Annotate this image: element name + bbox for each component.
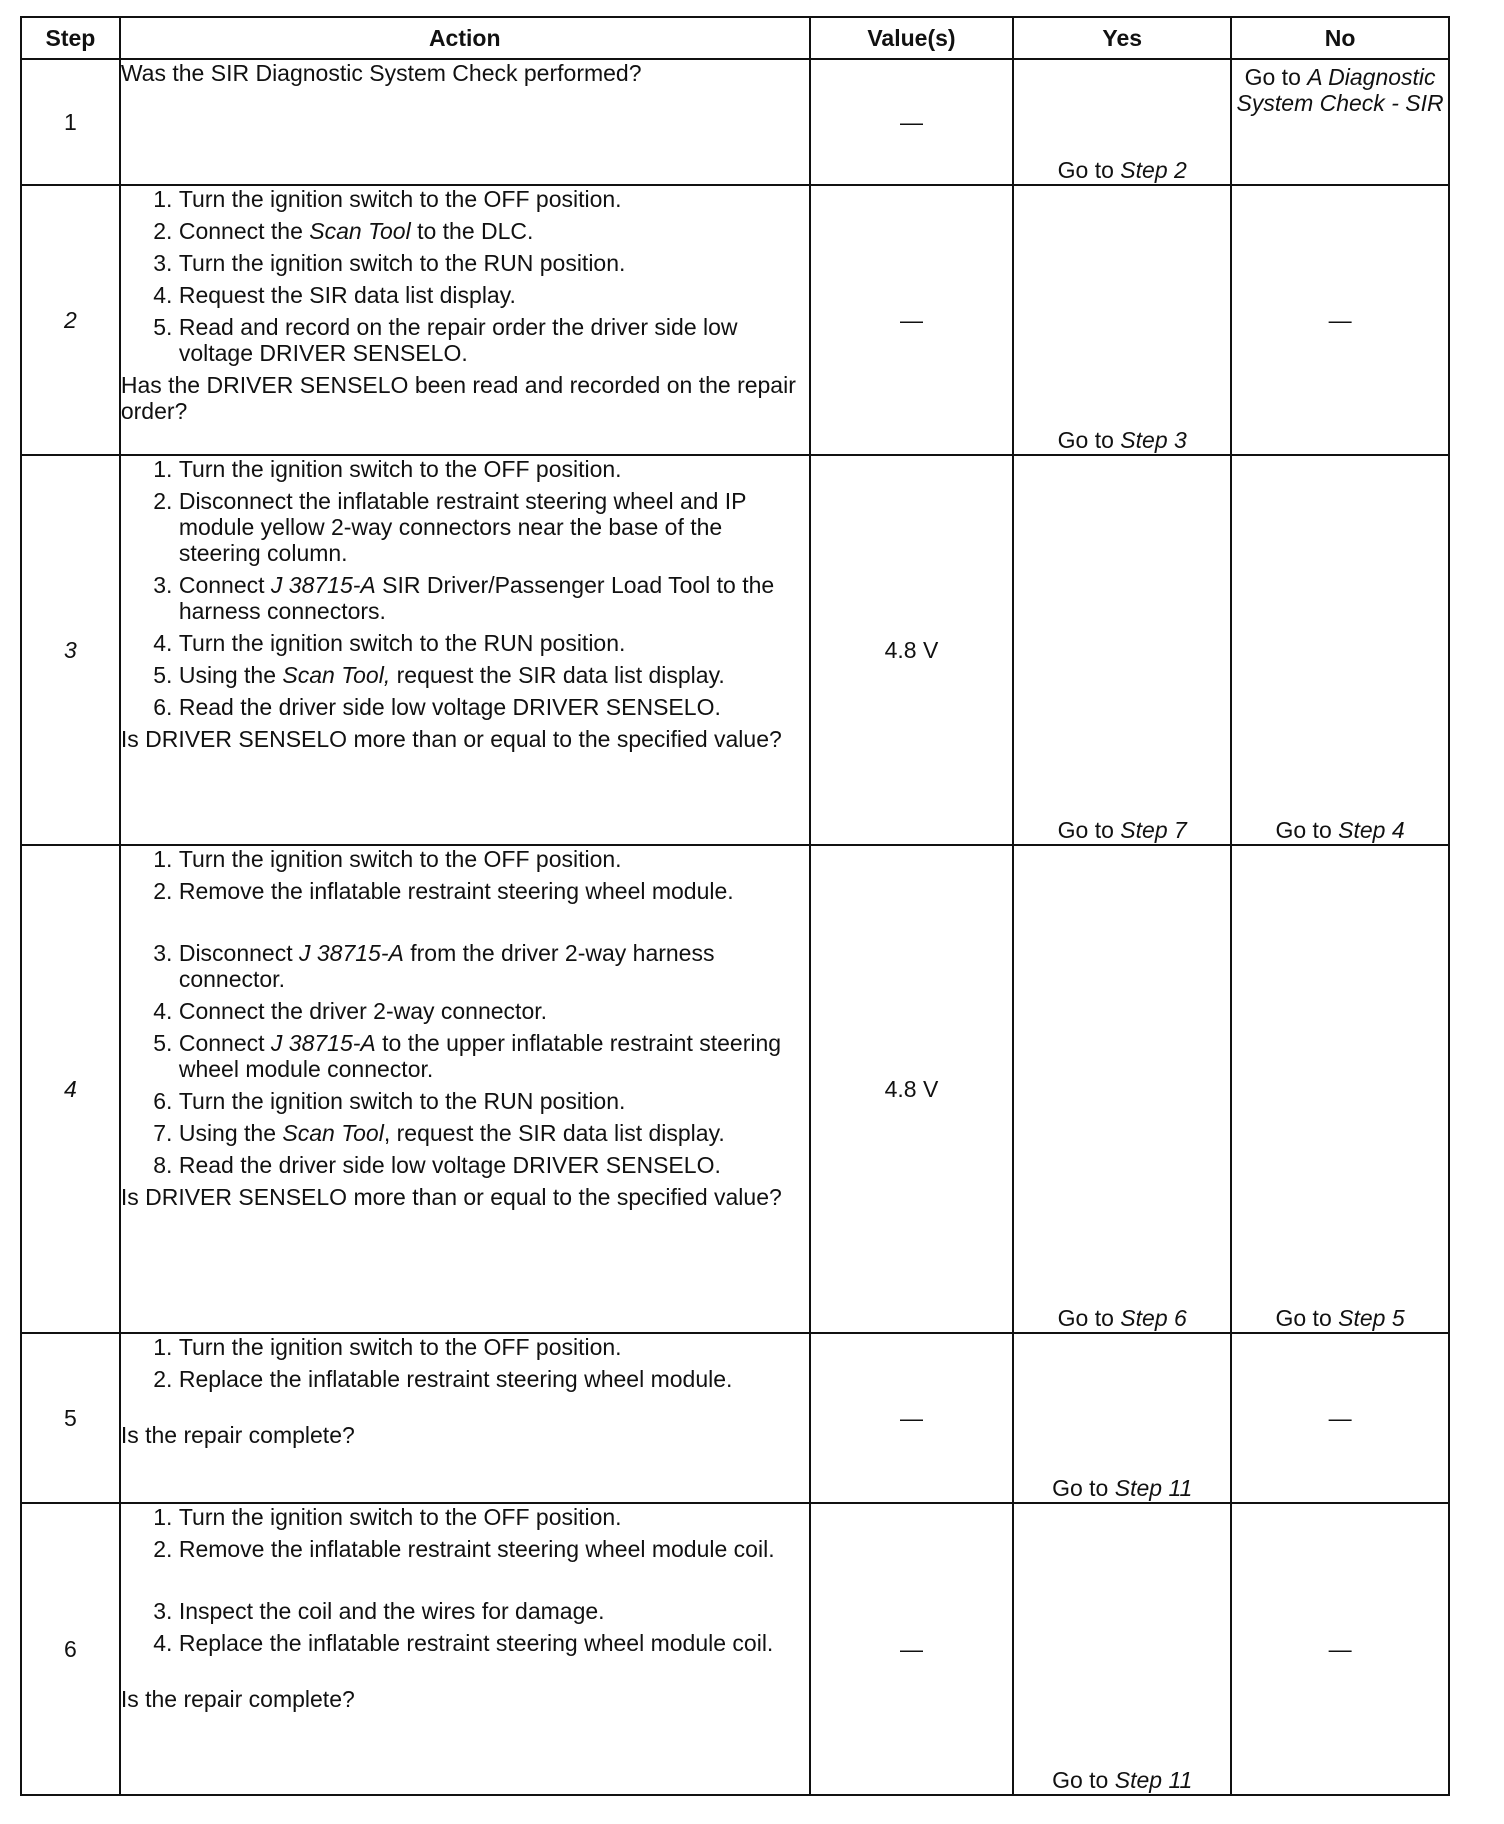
action-item: 2. Replace the inflatable restraint steering wheel module. — [179, 1366, 809, 1392]
action-item: 4. Request the SIR data list display. — [179, 282, 809, 308]
go-to-label: Go to — [1275, 1305, 1332, 1331]
yes-step-link[interactable]: Step 11 — [1114, 1767, 1193, 1793]
action-list — [121, 846, 809, 1178]
table-row — [21, 845, 1449, 1333]
action-item: 5. Using the Scan Tool, request the SIR data list display. — [179, 662, 809, 688]
action-item: 3. Turn the ignition switch to the RUN position. — [179, 250, 809, 276]
table-row — [21, 185, 1449, 455]
no-cell — [1231, 455, 1449, 845]
no-step-link[interactable]: A Diagnostic System Check - SIR — [1236, 64, 1444, 116]
action-item: 6. Read the driver side low voltage DRIVER SENSELO. — [179, 694, 809, 720]
no-cell — [1231, 59, 1449, 185]
spacer — [179, 910, 809, 934]
go-to-label: Go to — [1244, 64, 1301, 90]
action-item: 3. Inspect the coil and the wires for damage. — [179, 1598, 809, 1624]
action-list — [121, 186, 809, 366]
no-cell: — — [1231, 185, 1449, 455]
action-list — [121, 456, 809, 720]
header-no: No — [1231, 17, 1449, 59]
action-question: Is the repair complete? — [120, 1422, 355, 1448]
action-item: 4. Turn the ignition switch to the RUN position. — [179, 630, 809, 656]
value-cell: — — [810, 1503, 1014, 1795]
header-step: Step — [21, 17, 120, 59]
action-item: 7. Using the Scan Tool, request the SIR data list display. — [179, 1120, 809, 1146]
table-row — [21, 1333, 1449, 1503]
yes-cell — [1013, 845, 1231, 1333]
go-to-label: Go to — [1057, 817, 1114, 843]
no-step-link[interactable]: Step 5 — [1338, 1305, 1405, 1331]
no-cell — [1231, 845, 1449, 1333]
action-item: 1. Turn the ignition switch to the OFF position. — [179, 186, 809, 212]
yes-cell — [1013, 455, 1231, 845]
step-number: 1 — [21, 59, 120, 185]
action-question: Has the DRIVER SENSELO been read and recorded on the repair order? — [120, 372, 796, 424]
header-row — [21, 17, 1449, 59]
step-number: 2 — [21, 185, 120, 455]
action-item: 1. Turn the ignition switch to the OFF position. — [179, 1504, 809, 1530]
step-number: 6 — [21, 1503, 120, 1795]
go-to-label: Go to — [1052, 1767, 1109, 1793]
value-cell: — — [810, 59, 1014, 185]
yes-step-link[interactable]: Step 7 — [1120, 817, 1187, 843]
diagnostic-table — [20, 16, 1450, 1796]
action-item: 1. Turn the ignition switch to the OFF position. — [179, 456, 809, 482]
step-number: 3 — [21, 455, 120, 845]
yes-cell — [1013, 1333, 1231, 1503]
go-to-label: Go to — [1275, 817, 1332, 843]
action-item: 3. Connect J 38715-A SIR Driver/Passenger Load Tool to the harness connectors. — [179, 572, 809, 624]
action-cell — [120, 455, 810, 845]
action-item: 2. Remove the inflatable restraint steering wheel module coil. — [179, 1536, 809, 1562]
spacer — [121, 1662, 809, 1686]
action-question: Is DRIVER SENSELO more than or equal to the specified value? — [120, 1184, 782, 1210]
no-cell: — — [1231, 1333, 1449, 1503]
action-item: 3. Disconnect J 38715-A from the driver 2-way harness connector. — [179, 940, 809, 992]
action-cell — [120, 845, 810, 1333]
spacer — [179, 1568, 809, 1592]
go-to-label: Go to — [1057, 1305, 1114, 1331]
yes-cell — [1013, 185, 1231, 455]
yes-cell — [1013, 1503, 1231, 1795]
action-question: Is DRIVER SENSELO more than or equal to the specified value? — [120, 726, 782, 752]
value-cell: — — [810, 185, 1014, 455]
yes-step-link[interactable]: Step 2 — [1120, 157, 1187, 183]
action-item: 6. Turn the ignition switch to the RUN position. — [179, 1088, 809, 1114]
action-item: 2. Remove the inflatable restraint steering wheel module. — [179, 878, 809, 904]
action-item: 2. Connect the Scan Tool to the DLC. — [179, 218, 809, 244]
action-question: Is the repair complete? — [120, 1686, 355, 1712]
header-values: Value(s) — [810, 17, 1014, 59]
action-list — [121, 1504, 809, 1656]
header-action: Action — [120, 17, 810, 59]
action-item: 2. Disconnect the inflatable restraint steering wheel and IP module yellow 2-way connectors near the base of the steering column. — [179, 488, 809, 566]
action-item: 5. Read and record on the repair order the driver side low voltage DRIVER SENSELO. — [179, 314, 809, 366]
step-number: 4 — [21, 845, 120, 1333]
value-cell: 4.8 V — [810, 455, 1014, 845]
action-cell — [120, 1333, 810, 1503]
yes-step-link[interactable]: Step 11 — [1114, 1475, 1193, 1501]
spacer — [121, 1398, 809, 1422]
action-item: 5. Connect J 38715-A to the upper inflatable restraint steering wheel module connector. — [179, 1030, 809, 1082]
step-number: 5 — [21, 1333, 120, 1503]
header-yes: Yes — [1013, 17, 1231, 59]
action-question: Was the SIR Diagnostic System Check performed? — [120, 60, 642, 86]
yes-cell — [1013, 59, 1231, 185]
action-item: 8. Read the driver side low voltage DRIVER SENSELO. — [179, 1152, 809, 1178]
go-to-label: Go to — [1052, 1475, 1109, 1501]
no-step-link[interactable]: Step 4 — [1338, 817, 1405, 843]
action-item: 4. Replace the inflatable restraint steering wheel module coil. — [179, 1630, 809, 1656]
action-item: 1. Turn the ignition switch to the OFF position. — [179, 846, 809, 872]
yes-step-link[interactable]: Step 3 — [1120, 427, 1187, 453]
table-row — [21, 59, 1449, 185]
action-list — [121, 1334, 809, 1392]
action-item: 4. Connect the driver 2-way connector. — [179, 998, 809, 1024]
action-cell — [120, 185, 810, 455]
no-cell: — — [1231, 1503, 1449, 1795]
action-item: 1. Turn the ignition switch to the OFF position. — [179, 1334, 809, 1360]
go-to-label: Go to — [1057, 427, 1114, 453]
yes-step-link[interactable]: Step 6 — [1120, 1305, 1187, 1331]
action-cell — [120, 59, 810, 185]
value-cell: 4.8 V — [810, 845, 1014, 1333]
value-cell: — — [810, 1333, 1014, 1503]
go-to-label: Go to — [1057, 157, 1114, 183]
table-row — [21, 1503, 1449, 1795]
action-cell — [120, 1503, 810, 1795]
table-row — [21, 455, 1449, 845]
